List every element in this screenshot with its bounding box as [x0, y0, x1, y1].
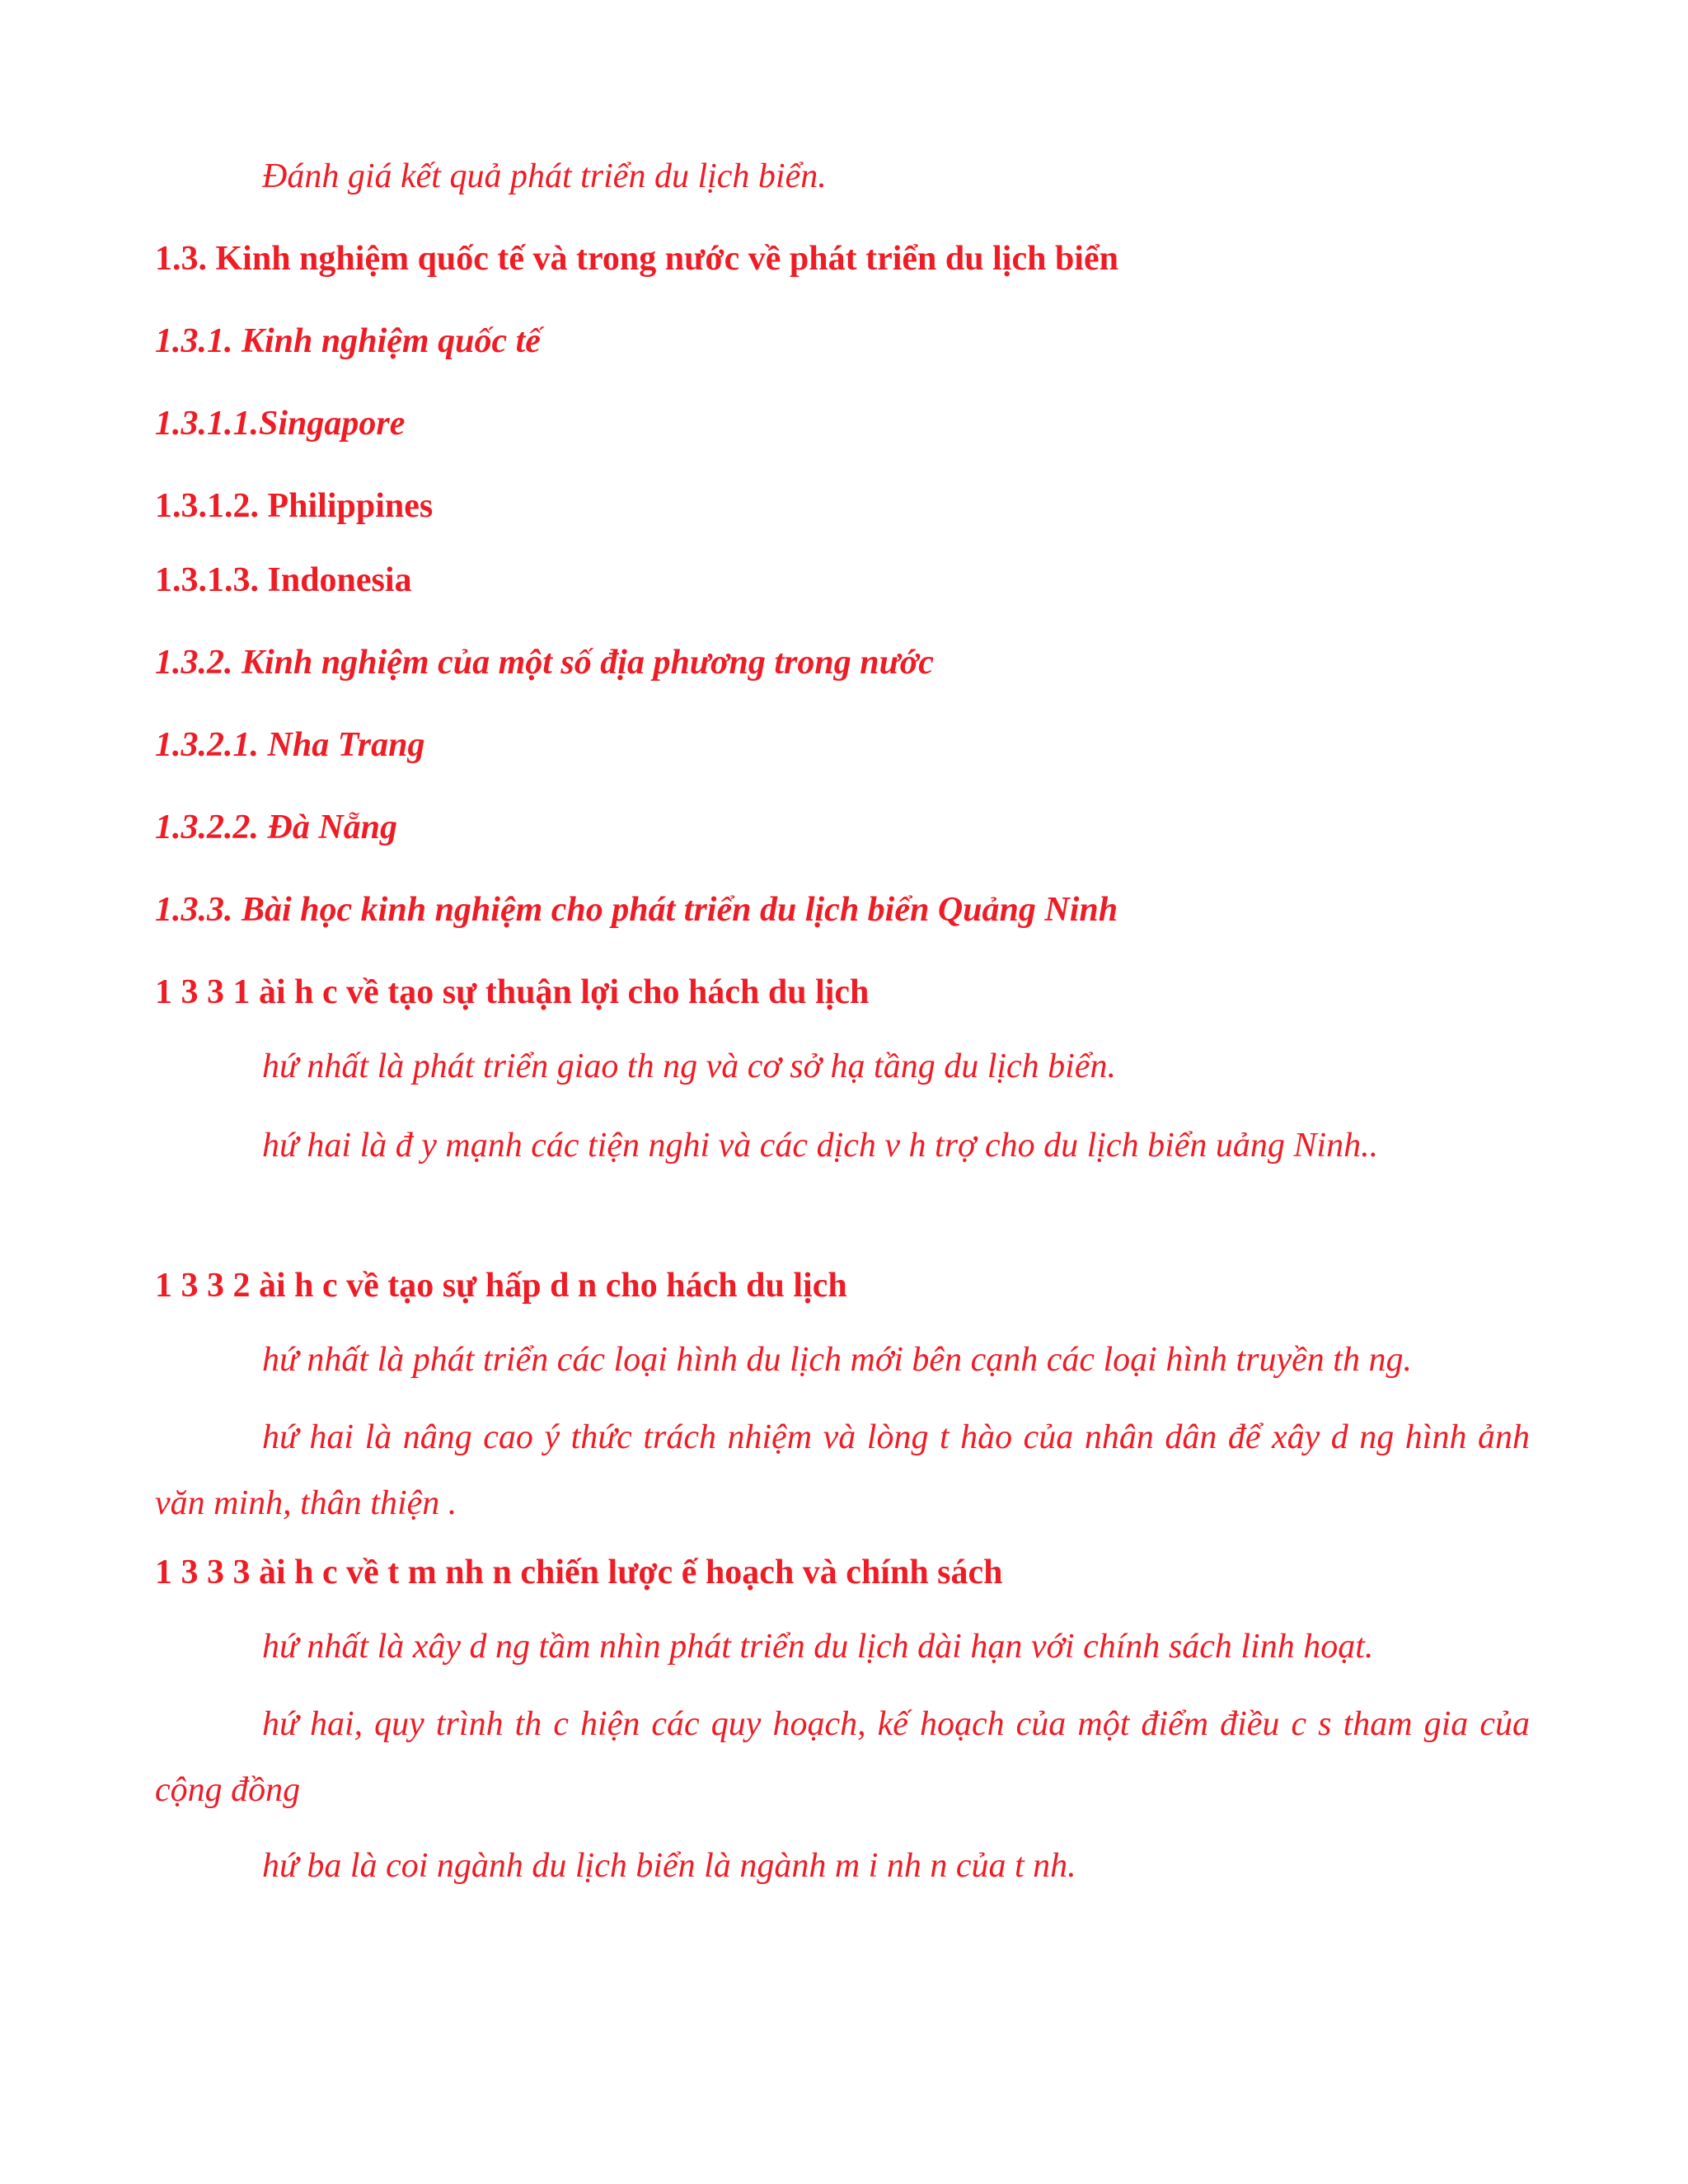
heading-1-3-3-2: 1 3 3 2 ài h c về tạo sự hấp d n cho hách du lịch: [155, 1267, 847, 1305]
paragraph-second-3: hứ hai, quy trình th c hiện các quy hoạch, kế hoạch của một điểm điều c s tham gia của cộng đồng: [155, 1705, 1530, 1809]
heading-1-3-1-1: 1.3.1.1.Singapore: [155, 405, 406, 443]
heading-1-3-1-2: 1.3.1.2. Philippines: [155, 487, 434, 525]
paragraph-second-2: hứ hai là nâng cao ý thức trách nhiệm và lòng t hào của nhân dân để xây d ng hình ảnh văn minh, thân thiện .: [155, 1418, 1530, 1522]
paragraph-first-1: hứ nhất là phát triển giao th ng và cơ sở hạ tầng du lịch biển.: [262, 1047, 1116, 1085]
paragraph-first-3: hứ nhất là xây d ng tầm nhìn phát triển du lịch dài hạn với chính sách linh hoạt.: [262, 1628, 1374, 1666]
paragraph-first-2: hứ nhất là phát triển các loại hình du lịch mới bên cạnh các loại hình truyền th ng.: [262, 1341, 1412, 1379]
heading-1-3-1: 1.3.1. Kinh nghiệm quốc tế: [155, 322, 541, 360]
heading-1-3-3-3: 1 3 3 3 ài h c về t m nh n chiến lược ế hoạch và chính sách: [155, 1554, 1003, 1591]
heading-1-3-2-1: 1.3.2.1. Nha Trang: [155, 726, 425, 764]
heading-1-3-3-1: 1 3 3 1 ài h c về tạo sự thuận lợi cho hách du lịch: [155, 973, 870, 1011]
intro-line: Đánh giá kết quả phát triển du lịch biển.: [262, 157, 827, 195]
heading-1-3-1-3: 1.3.1.3. Indonesia: [155, 561, 412, 599]
heading-1-3-2: 1.3.2. Kinh nghiệm của một số địa phương trong nước: [155, 644, 934, 682]
heading-1-3-3: 1.3.3. Bài học kinh nghiệm cho phát triển du lịch biển Quảng Ninh: [155, 891, 1118, 929]
paragraph-third-3: hứ ba là coi ngành du lịch biển là ngành m i nh n của t nh.: [262, 1847, 1076, 1885]
paragraph-second-1: hứ hai là đ y mạnh các tiện nghi và các dịch v h trợ cho du lịch biển uảng Ninh..: [262, 1127, 1379, 1165]
heading-1-3-2-2: 1.3.2.2. Đà Nẵng: [155, 808, 398, 846]
heading-1-3: 1.3. Kinh nghiệm quốc tế và trong nước về phát triển du lịch biển: [155, 240, 1118, 278]
